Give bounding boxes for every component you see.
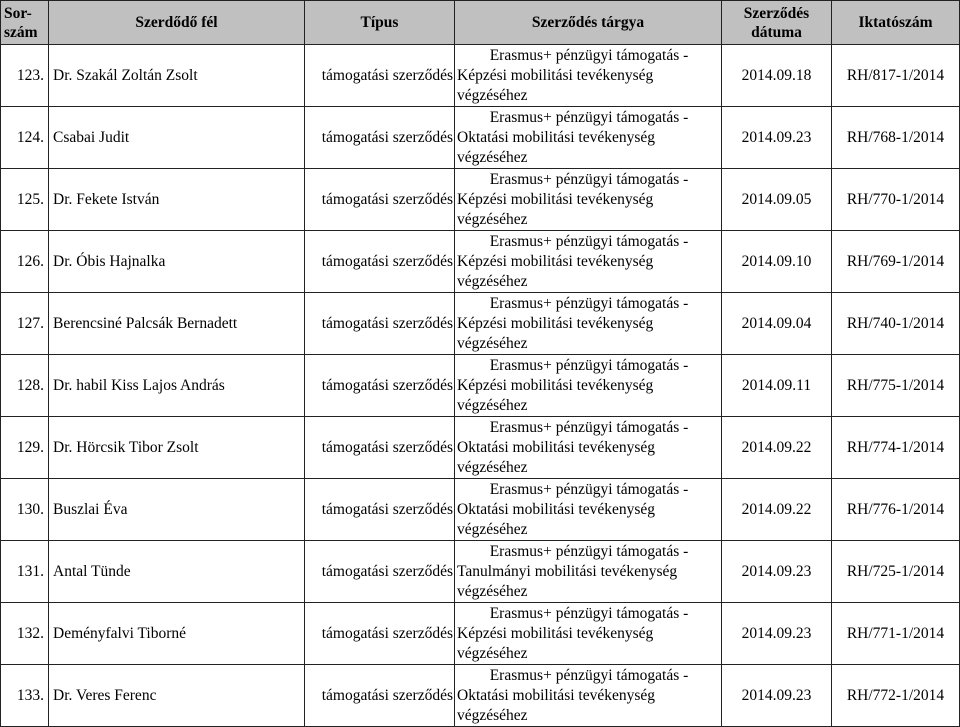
subject-line-1: Erasmus+ pénzügyi támogatás - [489,294,689,312]
table-row [1,169,960,231]
header-sorszam: Sor- szám [1,1,49,45]
contract-date: 2014.09.11 [722,355,832,417]
contract-subject [455,355,722,417]
subject-line-2: Oktatási mobilitási tevékenység [457,686,656,704]
table-row [1,417,960,479]
row-number: 127. [1,293,49,355]
contract-subject [455,417,722,479]
contract-date: 2014.09.22 [722,417,832,479]
contract-type: támogatási szerződés [305,293,455,355]
contract-date: 2014.09.23 [722,107,832,169]
contract-type: támogatási szerződés [305,417,455,479]
row-number: 131. [1,541,49,603]
contract-date: 2014.09.05 [722,169,832,231]
contract-type: támogatási szerződés [305,479,455,541]
contract-date: 2014.09.10 [722,231,832,293]
contract-date: 2014.09.23 [722,603,832,665]
subject-line-1: Erasmus+ pénzügyi támogatás - [489,666,689,684]
subject-line-3: végzéséhez [457,706,528,724]
subject-line-2: Oktatási mobilitási tevékenység [457,128,656,146]
subject-line-1: Erasmus+ pénzügyi támogatás - [489,604,689,622]
subject-line-1: Erasmus+ pénzügyi támogatás - [489,418,689,436]
row-number: 128. [1,355,49,417]
registration-number: RH/768-1/2014 [832,107,960,169]
subject-line-3: végzéséhez [457,210,528,228]
subject-line-2: Oktatási mobilitási tevékenység [457,438,656,456]
contract-date: 2014.09.18 [722,45,832,107]
table-row [1,541,960,603]
registration-number: RH/772-1/2014 [832,665,960,727]
table-body [1,45,960,727]
contract-type: támogatási szerződés [305,603,455,665]
header-subject: Szerződés tárgya [455,1,722,45]
contract-type: támogatási szerződés [305,107,455,169]
row-number: 130. [1,479,49,541]
registration-number: RH/817-1/2014 [832,45,960,107]
row-number: 124. [1,107,49,169]
contracting-party: Dr. Hörcsik Tibor Zsolt [49,417,305,479]
table-row [1,293,960,355]
contract-type: támogatási szerződés [305,541,455,603]
subject-line-3: végzéséhez [457,396,528,414]
subject-line-3: végzéséhez [457,334,528,352]
subject-line-1: Erasmus+ pénzügyi támogatás - [489,542,689,560]
subject-line-2: Képzési mobilitási tevékenység [457,190,654,208]
subject-line-1: Erasmus+ pénzügyi támogatás - [489,480,689,498]
row-number: 132. [1,603,49,665]
subject-line-3: végzéséhez [457,520,528,538]
contract-date: 2014.09.22 [722,479,832,541]
contracting-party: Dr. Veres Ferenc [49,665,305,727]
row-number: 133. [1,665,49,727]
subject-line-1: Erasmus+ pénzügyi támogatás - [489,232,689,250]
subject-line-3: végzéséhez [457,148,528,166]
subject-line-3: végzéséhez [457,86,528,104]
contracting-party: Buszlai Éva [49,479,305,541]
contract-subject [455,479,722,541]
subject-line-2: Képzési mobilitási tevékenység [457,376,654,394]
registration-number: RH/776-1/2014 [832,479,960,541]
table-row [1,107,960,169]
contract-subject [455,169,722,231]
contracting-party: Antal Tünde [49,541,305,603]
subject-line-1: Erasmus+ pénzügyi támogatás - [489,170,689,188]
subject-line-2: Képzési mobilitási tevékenység [457,66,654,84]
table-row [1,603,960,665]
table-row [1,231,960,293]
row-number: 123. [1,45,49,107]
registration-number: RH/725-1/2014 [832,541,960,603]
contract-date: 2014.09.23 [722,541,832,603]
subject-line-3: végzéséhez [457,272,528,290]
contract-subject [455,541,722,603]
contract-type: támogatási szerződés [305,355,455,417]
row-number: 129. [1,417,49,479]
contracting-party: Dr. Fekete István [49,169,305,231]
registration-number: RH/770-1/2014 [832,169,960,231]
table-row [1,479,960,541]
contract-date: 2014.09.23 [722,665,832,727]
header-registration-number: Iktatószám [832,1,960,45]
registration-number: RH/775-1/2014 [832,355,960,417]
subject-line-2: Tanulmányi mobilitási tevékenység [457,562,678,580]
contract-subject [455,665,722,727]
contracting-party: Csabai Judit [49,107,305,169]
contracting-party: Dr. Óbis Hajnalka [49,231,305,293]
contract-subject [455,45,722,107]
subject-line-3: végzéséhez [457,644,528,662]
contract-type: támogatási szerződés [305,665,455,727]
table-header [1,1,960,45]
subject-line-1: Erasmus+ pénzügyi támogatás - [489,108,689,126]
contract-type: támogatási szerződés [305,169,455,231]
contracting-party: Dr. habil Kiss Lajos András [49,355,305,417]
subject-line-2: Oktatási mobilitási tevékenység [457,500,656,518]
contract-date: 2014.09.04 [722,293,832,355]
contract-subject [455,293,722,355]
registration-number: RH/740-1/2014 [832,293,960,355]
subject-line-2: Képzési mobilitási tevékenység [457,252,654,270]
subject-line-3: végzéséhez [457,582,528,600]
subject-line-2: Képzési mobilitási tevékenység [457,624,654,642]
table-row [1,45,960,107]
subject-line-1: Erasmus+ pénzügyi támogatás - [489,46,689,64]
table-row [1,355,960,417]
header-type: Típus [305,1,455,45]
contract-type: támogatási szerződés [305,231,455,293]
registration-number: RH/774-1/2014 [832,417,960,479]
subject-line-2: Képzési mobilitási tevékenység [457,314,654,332]
subject-line-3: végzéséhez [457,458,528,476]
table-row [1,665,960,727]
contract-subject [455,107,722,169]
contracting-party: Deményfalvi Tiborné [49,603,305,665]
header-row [1,1,960,45]
subject-line-1: Erasmus+ pénzügyi támogatás - [489,356,689,374]
row-number: 125. [1,169,49,231]
registration-number: RH/769-1/2014 [832,231,960,293]
contracting-party: Berencsiné Palcsák Bernadett [49,293,305,355]
contract-subject [455,231,722,293]
contract-type: támogatási szerződés [305,45,455,107]
row-number: 126. [1,231,49,293]
contract-subject [455,603,722,665]
registration-number: RH/771-1/2014 [832,603,960,665]
contracting-party: Dr. Szakál Zoltán Zsolt [49,45,305,107]
header-party: Szerdődő fél [49,1,305,45]
header-date: Szerződés dátuma [722,1,832,45]
